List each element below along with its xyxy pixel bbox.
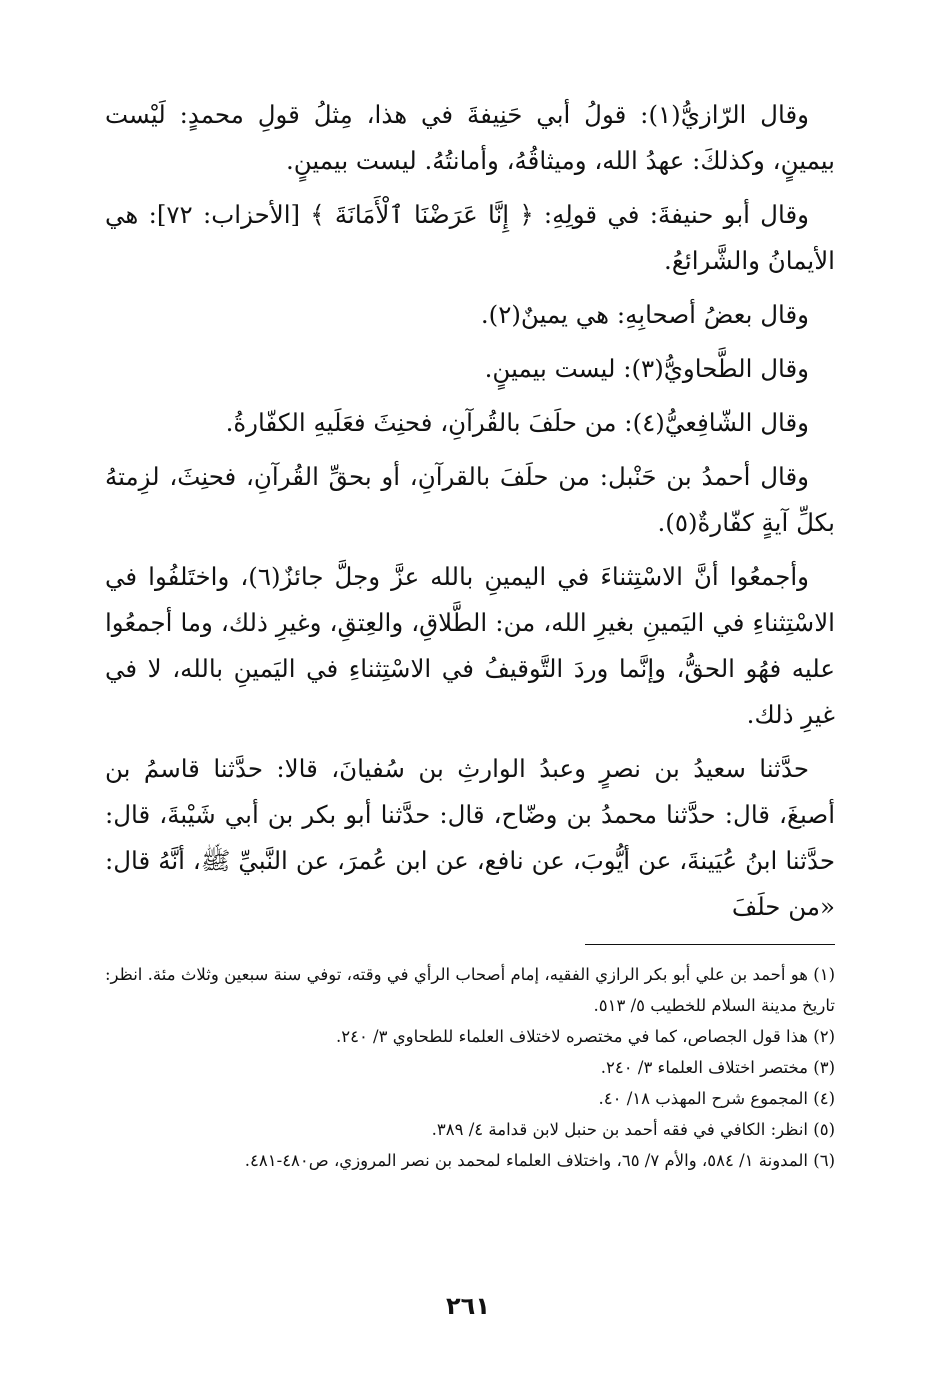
footnote-3: (٣) مختصر اختلاف العلماء ٣/ ٢٤٠. bbox=[600, 1058, 835, 1077]
paragraph-tahawi: وقال الطَّحاويُّ(٣): ليست بيمينٍ. bbox=[484, 354, 809, 383]
paragraph-some-companions: وقال بعضُ أصحابِهِ: هي يمينٌ(٢). bbox=[480, 300, 809, 329]
paragraph-ahmad: وقال أحمدُ بن حَنْبل: من حلَفَ بالقرآنِ، أو بحقِّ القُرآنِ، فحنِثَ، لزِمتهُ بكلِّ آيةٍ كفّارةٌ(٥). bbox=[105, 462, 835, 537]
footnote-4: (٤) المجموع شرح المهذب ١٨/ ٤٠. bbox=[598, 1089, 835, 1108]
footnote-separator bbox=[585, 944, 835, 945]
footnote-6: (٦) المدونة ١/ ٥٨٤، والأم ٧/ ٦٥، واختلاف العلماء لمحمد بن نصر المروزي، ص٤٨٠-٤٨١. bbox=[244, 1151, 835, 1170]
paragraph-shafii: وقال الشّافِعيُّ(٤): من حلَفَ بالقُرآنِ، فحنِثَ فعَلَيهِ الكفّارةُ. bbox=[225, 408, 809, 437]
paragraph-abu-hanifa: وقال أبو حنيفةَ: في قولِهِ: ﴿ إِنَّا عَرَضْنَا ٱلْأَمَانَةَ ﴾ [الأحزاب: ٧٢]: هي الأيمانُ والشَّرائعُ. bbox=[105, 200, 835, 275]
main-text bbox=[105, 92, 835, 930]
footnote-1: (١) هو أحمد بن علي أبو بكر الرازي الفقيه، إمام أصحاب الرأي في وقته، توفي سنة سبعين وثلاث مئة. انظر: تاريخ مدينة السلام للخطيب ٥/ ٥١٣. bbox=[105, 965, 835, 1015]
paragraph-razi: وقال الرّازيُّ(١): قولُ أبي حَنِيفةَ في هذا، مِثلُ قولِ محمدٍ: لَيْست بيمينٍ، وكذلكَ: عهدُ الله، وميثاقُهُ، وأمانتُهُ. ليست بيمينٍ. bbox=[105, 100, 835, 175]
footnotes bbox=[105, 959, 835, 1176]
page-number: ٢٦١ bbox=[446, 1292, 490, 1320]
footnote-5: (٥) انظر: الكافي في فقه أحمد بن حنبل لابن قدامة ٤/ ٣٨٩. bbox=[431, 1120, 835, 1139]
paragraph-hadith-chain: حدَّثنا سعيدُ بن نصرٍ وعبدُ الوارثِ بن سُفيانَ، قالا: حدَّثنا قاسمُ بن أصبغَ، قال: حدَّثنا محمدُ بن وضّاح، قال: حدَّثنا أبو بكر بن أبي شَيْبةَ، قال: حدَّثنا ابنُ عُيَينةَ، عن أيُّوبَ، عن نافع، عن ابن عُمرَ، عن النَّبيِّ ﷺ، أنَّهُ قال: «من حلَفَ bbox=[105, 754, 835, 921]
paragraph-istithna: وأجمعُوا أنَّ الاسْتِثناءَ في اليمينِ بالله عزَّ وجلَّ جائزٌ(٦)، واختَلفُوا في الاسْتِثناءِ في اليَمينِ بغيرِ الله، من: الطَّلاقِ، والعِتقِ، وغيرِ ذلك، وما أجمعُوا عليه فهُو الحقُّ، وإنَّما وردَ التَّوقيفُ في الاسْتِثناءِ في اليَمينِ بالله، لا في غيرِ ذلك. bbox=[105, 562, 835, 729]
page-body bbox=[105, 92, 835, 1176]
footnote-2: (٢) هذا قول الجصاص، كما في مختصره لاختلاف العلماء للطحاوي ٣/ ٢٤٠. bbox=[335, 1027, 835, 1046]
